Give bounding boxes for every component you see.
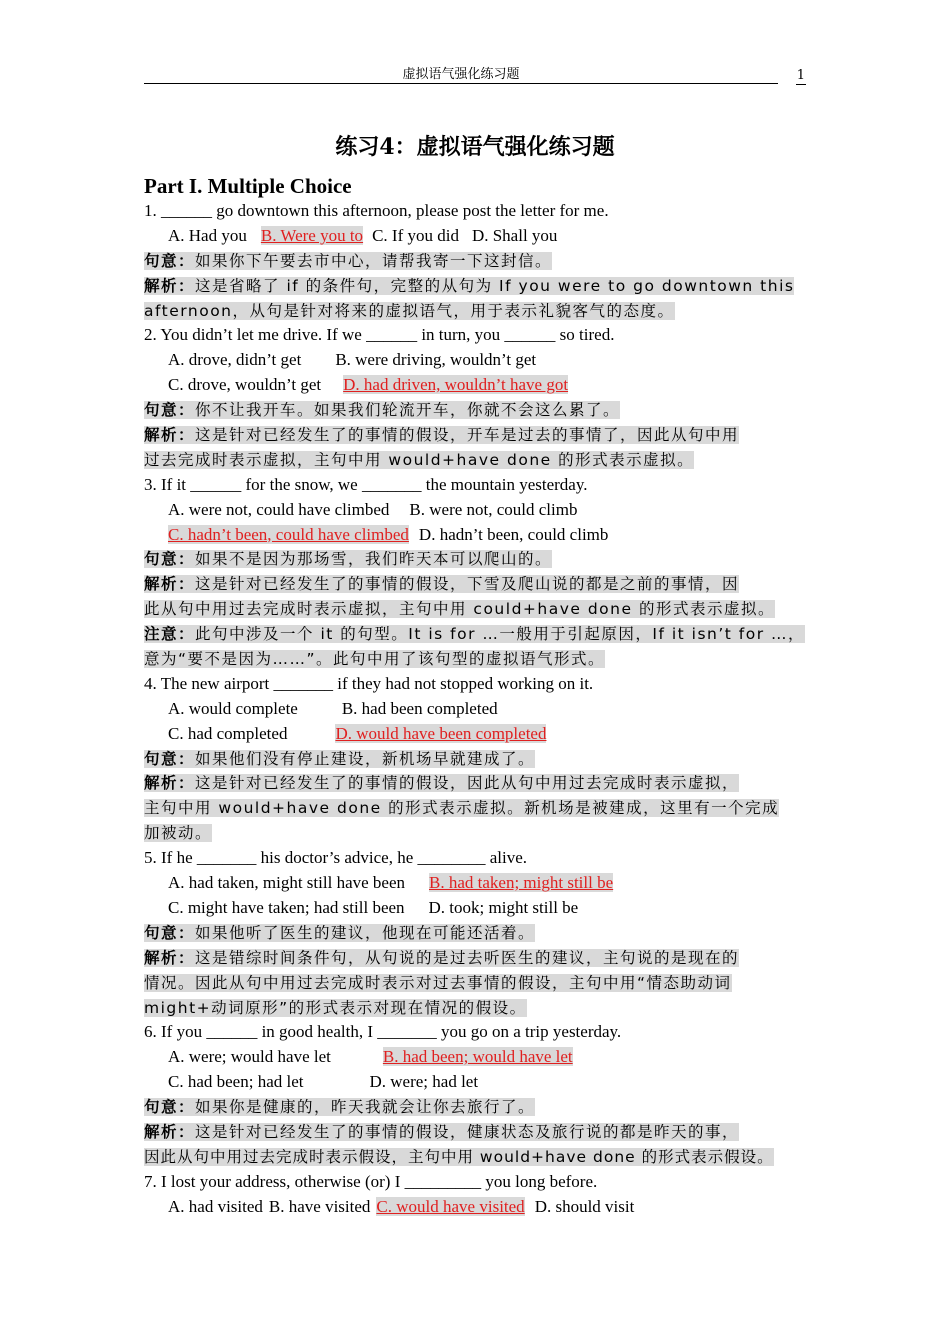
option-d: D. Shall you bbox=[471, 225, 558, 245]
question-3-analysis-cont: 此从句中用过去完成时表示虚拟，主句中用 could+have done 的形式表示虚拟。 bbox=[144, 600, 775, 619]
question-6-analysis: 解析：这是针对已经发生了的事情的假设，健康状态及旅行说的都是昨天的事， bbox=[144, 1122, 740, 1141]
answer-option: B. had been; would have let bbox=[382, 1047, 573, 1067]
question-6-meaning: 句意：如果你是健康的，昨天我就会让你去旅行了。 bbox=[144, 1098, 536, 1117]
option-b: B. were driving, wouldn’t get bbox=[335, 350, 537, 370]
question-6-stem: 6. If you ______ in good health, I _______ you go on a trip yesterday. bbox=[144, 1022, 622, 1042]
question-6-analysis-cont: 因此从句中用过去完成时表示假设，主句中用 would+have done 的形式表示假设。 bbox=[144, 1147, 774, 1166]
question-list bbox=[144, 199, 806, 1220]
question-3-stem: 3. If it ______ for the snow, we _______ the mountain yesterday. bbox=[144, 474, 588, 494]
question-4-analysis: 解析：这是针对已经发生了的事情的假设，因此从句中用过去完成时表示虚拟， bbox=[144, 774, 740, 793]
question-7-options bbox=[144, 1195, 806, 1220]
question-7-stem: 7. I lost your address, otherwise (or) I _________ you long before. bbox=[144, 1171, 598, 1191]
question-4-options-cd bbox=[144, 722, 806, 747]
answer-option: B. Were you to bbox=[260, 225, 364, 245]
question-5-analysis-cont: 情况。因此从句中用过去完成时表示对过去事情的假设，主句中用“情态助动词 bbox=[144, 973, 732, 992]
question-5-analysis: 解析：这是错综时间条件句，从句说的是过去听医生的建议，主句说的是现在的 bbox=[144, 948, 740, 967]
document-title: 练习4：虚拟语气强化练习题 bbox=[335, 134, 615, 160]
question-6-options-ab bbox=[144, 1045, 806, 1070]
option-d: D. should visit bbox=[534, 1196, 635, 1216]
answer-option: B. had taken; might still be bbox=[429, 873, 614, 893]
page-number: 1 bbox=[796, 68, 805, 83]
question-4-analysis-cont-2: 加被动。 bbox=[144, 824, 213, 843]
question-3-meaning: 句意：如果不是因为那场雪，我们昨天本可以爬山的。 bbox=[144, 550, 553, 569]
question-5-options-cd bbox=[144, 896, 806, 921]
option-a: A. had taken, might still have been bbox=[168, 873, 405, 893]
question-5-stem: 5. If he _______ his doctor’s advice, he ________ alive. bbox=[144, 848, 528, 868]
question-2-stem: 2. You didn’t let me drive. If we ______ in turn, you ______ so tired. bbox=[144, 325, 615, 345]
option-a: A. had visited bbox=[168, 1196, 263, 1216]
option-d: D. were; had let bbox=[369, 1072, 479, 1092]
option-b: B. had been completed bbox=[341, 698, 498, 718]
question-5-options-ab bbox=[144, 871, 806, 896]
answer-option: D. would have been completed bbox=[335, 723, 547, 743]
question-4-meaning: 句意：如果他们没有停止建设，新机场早就建成了。 bbox=[144, 749, 536, 768]
option-a: A. drove, didn’t get bbox=[168, 350, 302, 370]
question-3-analysis: 解析：这是针对已经发生了的事情的假设，下雪及爬山说的都是之前的事情，因 bbox=[144, 575, 740, 594]
question-1-stem: 1. ______ go downtown this afternoon, please post the letter for me. bbox=[144, 201, 609, 220]
option-c: C. If you did bbox=[372, 225, 459, 245]
question-4-stem: 4. The new airport _______ if they had not stopped working on it. bbox=[144, 673, 594, 693]
question-5-meaning: 句意：如果他听了医生的建议，他现在可能还活着。 bbox=[144, 923, 536, 942]
question-3-note-cont: 意为“要不是因为……”。此句中用了该句型的虚拟语气形式。 bbox=[144, 650, 606, 669]
answer-option: D. had driven, wouldn’t have got bbox=[343, 375, 569, 395]
option-a: A. would complete bbox=[168, 698, 298, 718]
option-a: A. were; would have let bbox=[168, 1047, 331, 1067]
question-1-meaning: 句意：如果你下午要去市中心，请帮我寄一下这封信。 bbox=[144, 251, 553, 270]
option-d: D. hadn’t been, could climb bbox=[418, 524, 609, 544]
question-3-note: 注意：此句中涉及一个 it 的句型。It is for …一般用于引起原因，If it isn’t for …， bbox=[144, 625, 806, 644]
answer-option: C. hadn’t been, could have climbed bbox=[168, 524, 409, 544]
question-6-options-cd bbox=[144, 1070, 806, 1095]
option-a: A. were not, could have climbed bbox=[168, 499, 390, 519]
option-c: C. might have taken; had still been bbox=[168, 897, 405, 917]
question-1-analysis: 解析：这是省略了 if 的条件句，完整的从句为 If you were to go downtown this bbox=[144, 276, 795, 295]
header-rule bbox=[144, 83, 778, 84]
option-b: B. have visited bbox=[268, 1196, 371, 1216]
question-2-options-ab bbox=[144, 348, 806, 373]
answer-option: C. would have visited bbox=[376, 1196, 525, 1216]
question-5-analysis-cont-2: might+动词原形”的形式表示对现在情况的假设。 bbox=[144, 998, 527, 1017]
question-4-analysis-cont: 主句中用 would+have done 的形式表示虚拟。新机场是被建成，这里有一个完成 bbox=[144, 799, 780, 818]
option-a: A. Had you bbox=[168, 225, 247, 245]
header-title: 虚拟语气强化练习题 bbox=[402, 67, 520, 82]
option-c: C. drove, wouldn’t get bbox=[168, 375, 322, 395]
question-1-options bbox=[144, 224, 806, 249]
page-header bbox=[144, 66, 806, 86]
question-2-meaning: 句意：你不让我开车。如果我们轮流开车，你就不会这么累了。 bbox=[144, 401, 621, 420]
question-3-options-ab bbox=[144, 498, 806, 523]
option-b: B. were not, could climb bbox=[409, 499, 578, 519]
question-4-options-ab bbox=[144, 697, 806, 722]
question-1-analysis-cont: afternoon，从句是针对将来的虚拟语气，用于表示礼貌客气的态度。 bbox=[144, 301, 675, 320]
option-c: C. had been; had let bbox=[168, 1072, 304, 1092]
part-heading: Part I. Multiple Choice bbox=[144, 174, 352, 198]
question-2-options-cd bbox=[144, 373, 806, 398]
question-3-options-cd bbox=[144, 523, 806, 548]
option-c: C. had completed bbox=[168, 723, 288, 743]
question-2-analysis: 解析：这是针对已经发生了的事情的假设，开车是过去的事情了，因此从句中用 bbox=[144, 426, 740, 445]
question-2-analysis-cont: 过去完成时表示虚拟，主句中用 would+have done 的形式表示虚拟。 bbox=[144, 450, 695, 469]
option-d: D. took; might still be bbox=[428, 897, 579, 917]
